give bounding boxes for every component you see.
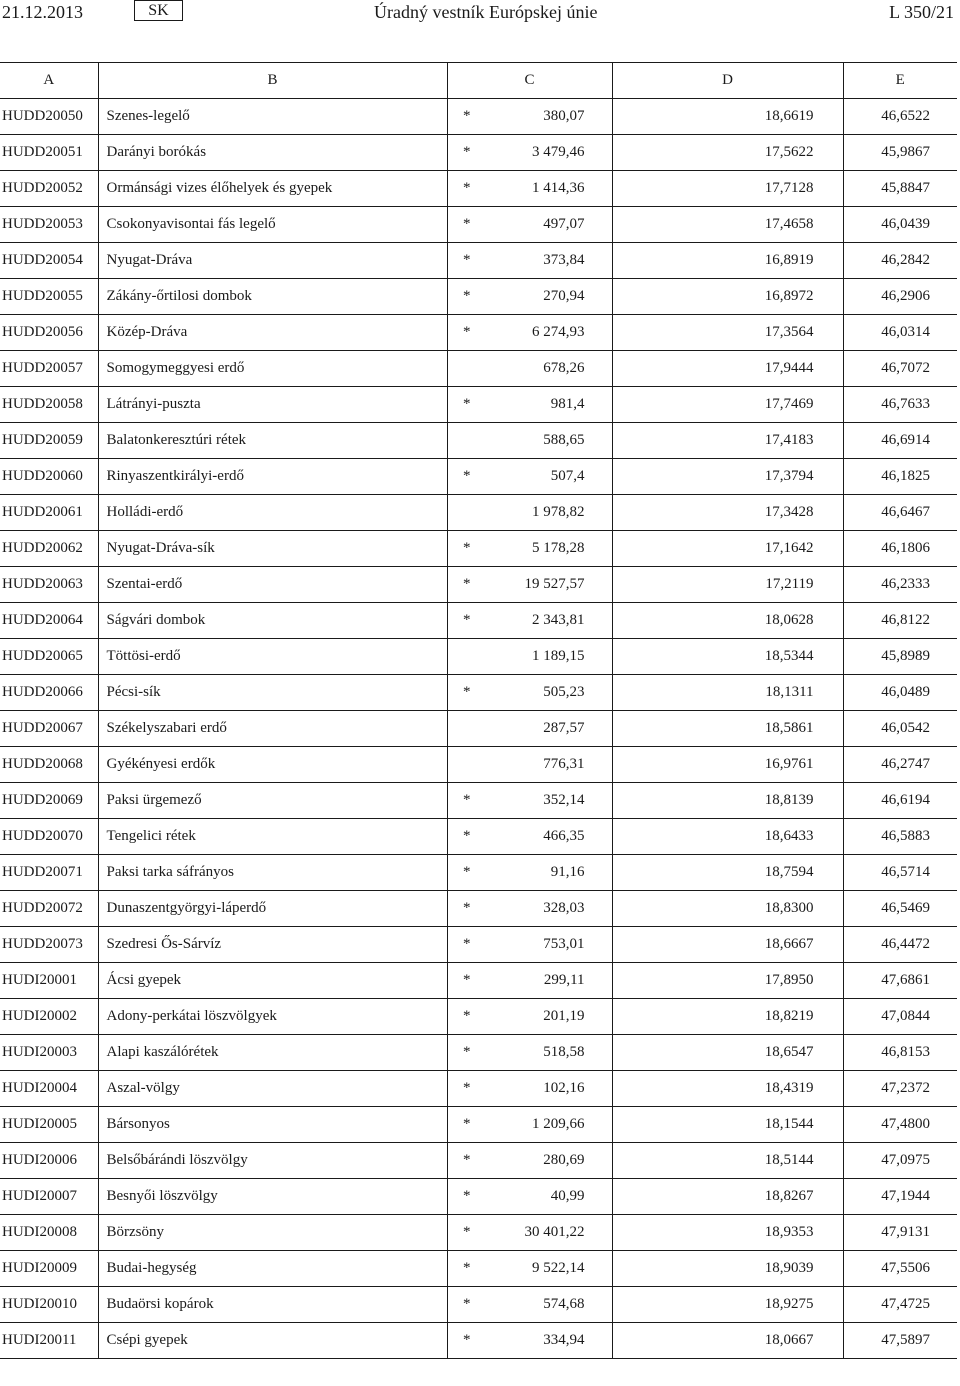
- priority-mark: *: [447, 1179, 486, 1215]
- latitude: 46,2906: [843, 279, 957, 315]
- priority-mark: *: [447, 1143, 486, 1179]
- table-row: [0, 531, 957, 567]
- latitude: 46,6194: [843, 783, 957, 819]
- priority-mark: *: [447, 315, 486, 351]
- site-code: HUDD20069: [0, 783, 98, 819]
- priority-mark: [447, 747, 486, 783]
- site-code: HUDD20053: [0, 207, 98, 243]
- site-code: HUDI20008: [0, 1215, 98, 1251]
- site-area: 287,57: [486, 711, 612, 747]
- site-name: Közép-Dráva: [98, 315, 447, 351]
- site-code: HUDD20070: [0, 819, 98, 855]
- table-row: [0, 819, 957, 855]
- site-area: 91,16: [486, 855, 612, 891]
- site-code: HUDD20052: [0, 171, 98, 207]
- priority-mark: *: [447, 999, 486, 1035]
- longitude: 18,8139: [612, 783, 843, 819]
- longitude: 18,5344: [612, 639, 843, 675]
- table-row: [0, 567, 957, 603]
- site-code: HUDI20009: [0, 1251, 98, 1287]
- site-name: Adony-perkátai löszvölgyek: [98, 999, 447, 1035]
- site-area: 40,99: [486, 1179, 612, 1215]
- table-row: [0, 1287, 957, 1323]
- longitude: 17,9444: [612, 351, 843, 387]
- latitude: 46,0314: [843, 315, 957, 351]
- longitude: 18,6547: [612, 1035, 843, 1071]
- site-code: HUDD20055: [0, 279, 98, 315]
- site-code: HUDD20059: [0, 423, 98, 459]
- longitude: 18,6433: [612, 819, 843, 855]
- table-row: [0, 1251, 957, 1287]
- table-header-row: [0, 63, 957, 99]
- site-code: HUDD20064: [0, 603, 98, 639]
- priority-mark: *: [447, 99, 486, 135]
- priority-mark: *: [447, 135, 486, 171]
- site-area: 373,84: [486, 243, 612, 279]
- site-name: Csokonyavisontai fás legelő: [98, 207, 447, 243]
- table-row: [0, 711, 957, 747]
- site-area: 6 274,93: [486, 315, 612, 351]
- site-code: HUDD20062: [0, 531, 98, 567]
- priority-mark: *: [447, 603, 486, 639]
- table-row: [0, 1215, 957, 1251]
- table-row: [0, 1107, 957, 1143]
- table-row: [0, 495, 957, 531]
- priority-mark: *: [447, 1287, 486, 1323]
- latitude: 47,6861: [843, 963, 957, 999]
- latitude: 46,7633: [843, 387, 957, 423]
- column-header-a: A: [0, 63, 98, 99]
- table-row: [0, 207, 957, 243]
- priority-mark: *: [447, 855, 486, 891]
- site-name: Budai-hegység: [98, 1251, 447, 1287]
- priority-mark: *: [447, 963, 486, 999]
- longitude: 17,4658: [612, 207, 843, 243]
- latitude: 46,1806: [843, 531, 957, 567]
- site-code: HUDD20066: [0, 675, 98, 711]
- site-name: Holládi-erdő: [98, 495, 447, 531]
- longitude: 18,9039: [612, 1251, 843, 1287]
- site-code: HUDD20061: [0, 495, 98, 531]
- latitude: 45,8847: [843, 171, 957, 207]
- table-row: [0, 963, 957, 999]
- longitude: 18,4319: [612, 1071, 843, 1107]
- table-row: [0, 675, 957, 711]
- longitude: 16,8919: [612, 243, 843, 279]
- site-code: HUDD20051: [0, 135, 98, 171]
- site-code: HUDD20068: [0, 747, 98, 783]
- priority-mark: *: [447, 207, 486, 243]
- longitude: 18,6619: [612, 99, 843, 135]
- latitude: 45,8989: [843, 639, 957, 675]
- site-code: HUDD20073: [0, 927, 98, 963]
- site-area: 334,94: [486, 1323, 612, 1359]
- latitude: 46,5469: [843, 891, 957, 927]
- column-header-d: D: [612, 63, 843, 99]
- site-area: 328,03: [486, 891, 612, 927]
- latitude: 47,5897: [843, 1323, 957, 1359]
- site-area: 507,4: [486, 459, 612, 495]
- priority-mark: [447, 639, 486, 675]
- latitude: 46,7072: [843, 351, 957, 387]
- site-area: 776,31: [486, 747, 612, 783]
- latitude: 46,6522: [843, 99, 957, 135]
- longitude: 17,7128: [612, 171, 843, 207]
- priority-mark: *: [447, 279, 486, 315]
- site-area: 3 479,46: [486, 135, 612, 171]
- table-row: [0, 351, 957, 387]
- site-area: 1 414,36: [486, 171, 612, 207]
- table-row: [0, 135, 957, 171]
- site-area: 1 209,66: [486, 1107, 612, 1143]
- latitude: 46,2333: [843, 567, 957, 603]
- site-area: 280,69: [486, 1143, 612, 1179]
- site-area: 588,65: [486, 423, 612, 459]
- site-area: 380,07: [486, 99, 612, 135]
- site-code: HUDD20056: [0, 315, 98, 351]
- latitude: 46,6467: [843, 495, 957, 531]
- site-area: 466,35: [486, 819, 612, 855]
- table-row: [0, 927, 957, 963]
- site-code: HUDD20054: [0, 243, 98, 279]
- table-row: [0, 1323, 957, 1359]
- longitude: 17,1642: [612, 531, 843, 567]
- longitude: 18,0667: [612, 1323, 843, 1359]
- site-area: 352,14: [486, 783, 612, 819]
- site-area: 497,07: [486, 207, 612, 243]
- site-area: 753,01: [486, 927, 612, 963]
- table-row: [0, 1143, 957, 1179]
- table-row: [0, 891, 957, 927]
- latitude: 47,1944: [843, 1179, 957, 1215]
- table-row: [0, 171, 957, 207]
- longitude: 17,8950: [612, 963, 843, 999]
- longitude: 18,7594: [612, 855, 843, 891]
- longitude: 18,5144: [612, 1143, 843, 1179]
- site-area: 9 522,14: [486, 1251, 612, 1287]
- site-area: 505,23: [486, 675, 612, 711]
- site-area: 1 189,15: [486, 639, 612, 675]
- longitude: 16,9761: [612, 747, 843, 783]
- longitude: 17,5622: [612, 135, 843, 171]
- table-row: [0, 783, 957, 819]
- site-code: HUDD20050: [0, 99, 98, 135]
- longitude: 17,4183: [612, 423, 843, 459]
- latitude: 47,5506: [843, 1251, 957, 1287]
- site-area: 270,94: [486, 279, 612, 315]
- site-name: Alapi kaszálórétek: [98, 1035, 447, 1071]
- site-name: Szenes-legelő: [98, 99, 447, 135]
- priority-mark: *: [447, 675, 486, 711]
- site-area: 102,16: [486, 1071, 612, 1107]
- language-badge: SK: [134, 0, 183, 21]
- priority-mark: *: [447, 243, 486, 279]
- site-area: 2 343,81: [486, 603, 612, 639]
- site-name: Somogymeggyesi erdő: [98, 351, 447, 387]
- priority-mark: *: [447, 531, 486, 567]
- site-code: HUDI20004: [0, 1071, 98, 1107]
- latitude: 47,0975: [843, 1143, 957, 1179]
- site-code: HUDI20011: [0, 1323, 98, 1359]
- priority-mark: *: [447, 567, 486, 603]
- latitude: 46,1825: [843, 459, 957, 495]
- priority-mark: *: [447, 1251, 486, 1287]
- longitude: 18,1544: [612, 1107, 843, 1143]
- latitude: 46,4472: [843, 927, 957, 963]
- table-row: [0, 999, 957, 1035]
- priority-mark: *: [447, 819, 486, 855]
- priority-mark: *: [447, 927, 486, 963]
- latitude: 47,2372: [843, 1071, 957, 1107]
- longitude: 18,9275: [612, 1287, 843, 1323]
- latitude: 46,5883: [843, 819, 957, 855]
- longitude: 18,8219: [612, 999, 843, 1035]
- column-header-e: E: [843, 63, 957, 99]
- longitude: 17,3564: [612, 315, 843, 351]
- site-name: Ságvári dombok: [98, 603, 447, 639]
- site-name: Bársonyos: [98, 1107, 447, 1143]
- latitude: 47,0844: [843, 999, 957, 1035]
- latitude: 46,8122: [843, 603, 957, 639]
- table-row: [0, 1035, 957, 1071]
- site-name: Budaörsi kopárok: [98, 1287, 447, 1323]
- latitude: 46,5714: [843, 855, 957, 891]
- site-name: Tengelici rétek: [98, 819, 447, 855]
- site-code: HUDI20003: [0, 1035, 98, 1071]
- priority-mark: [447, 495, 486, 531]
- site-area: 574,68: [486, 1287, 612, 1323]
- site-name: Szedresi Ős-Sárvíz: [98, 927, 447, 963]
- latitude: 47,4800: [843, 1107, 957, 1143]
- longitude: 17,2119: [612, 567, 843, 603]
- longitude: 16,8972: [612, 279, 843, 315]
- site-code: HUDD20060: [0, 459, 98, 495]
- priority-mark: *: [447, 1215, 486, 1251]
- site-code: HUDI20005: [0, 1107, 98, 1143]
- latitude: 46,2747: [843, 747, 957, 783]
- table-row: [0, 747, 957, 783]
- site-code: HUDI20007: [0, 1179, 98, 1215]
- priority-mark: *: [447, 171, 486, 207]
- site-code: HUDD20071: [0, 855, 98, 891]
- longitude: 18,0628: [612, 603, 843, 639]
- site-name: Paksi tarka sáfrányos: [98, 855, 447, 891]
- site-code: HUDI20002: [0, 999, 98, 1035]
- page-header: [0, 0, 960, 28]
- column-header-b: B: [98, 63, 447, 99]
- latitude: 46,2842: [843, 243, 957, 279]
- site-name: Ormánsági vizes élőhelyek és gyepek: [98, 171, 447, 207]
- longitude: 17,3794: [612, 459, 843, 495]
- site-name: Darányi borókás: [98, 135, 447, 171]
- site-name: Pécsi-sík: [98, 675, 447, 711]
- column-header-c: C: [447, 63, 612, 99]
- site-name: Nyugat-Dráva: [98, 243, 447, 279]
- priority-mark: *: [447, 387, 486, 423]
- site-code: HUDD20065: [0, 639, 98, 675]
- priority-mark: *: [447, 1107, 486, 1143]
- site-code: HUDI20010: [0, 1287, 98, 1323]
- priority-mark: [447, 711, 486, 747]
- site-name: Gyékényesi erdők: [98, 747, 447, 783]
- table-row: [0, 459, 957, 495]
- table-row: [0, 423, 957, 459]
- longitude: 17,7469: [612, 387, 843, 423]
- site-code: HUDD20058: [0, 387, 98, 423]
- site-name: Ácsi gyepek: [98, 963, 447, 999]
- site-code: HUDD20057: [0, 351, 98, 387]
- site-code: HUDI20006: [0, 1143, 98, 1179]
- priority-mark: *: [447, 1323, 486, 1359]
- site-name: Nyugat-Dráva-sík: [98, 531, 447, 567]
- latitude: 46,6914: [843, 423, 957, 459]
- site-area: 981,4: [486, 387, 612, 423]
- priority-mark: [447, 351, 486, 387]
- longitude: 18,1311: [612, 675, 843, 711]
- site-code: HUDD20063: [0, 567, 98, 603]
- sites-table: [0, 62, 957, 1359]
- table-row: [0, 315, 957, 351]
- priority-mark: [447, 423, 486, 459]
- site-name: Szentai-erdő: [98, 567, 447, 603]
- site-name: Töttösi-erdő: [98, 639, 447, 675]
- table-row: [0, 639, 957, 675]
- site-name: Aszal-völgy: [98, 1071, 447, 1107]
- site-area: 678,26: [486, 351, 612, 387]
- priority-mark: *: [447, 1071, 486, 1107]
- priority-mark: *: [447, 1035, 486, 1071]
- longitude: 18,8300: [612, 891, 843, 927]
- latitude: 46,8153: [843, 1035, 957, 1071]
- latitude: 46,0439: [843, 207, 957, 243]
- site-area: 1 978,82: [486, 495, 612, 531]
- site-name: Rinyaszentkirályi-erdő: [98, 459, 447, 495]
- table-row: [0, 603, 957, 639]
- latitude: 47,9131: [843, 1215, 957, 1251]
- site-name: Belsőbárándi löszvölgy: [98, 1143, 447, 1179]
- table-row: [0, 99, 957, 135]
- site-code: HUDD20067: [0, 711, 98, 747]
- longitude: 18,5861: [612, 711, 843, 747]
- site-code: HUDI20001: [0, 963, 98, 999]
- site-area: 30 401,22: [486, 1215, 612, 1251]
- latitude: 46,0542: [843, 711, 957, 747]
- publication-date: 21.12.2013: [2, 2, 83, 22]
- priority-mark: *: [447, 783, 486, 819]
- priority-mark: *: [447, 891, 486, 927]
- table-row: [0, 243, 957, 279]
- site-name: Látrányi-puszta: [98, 387, 447, 423]
- table-body: [0, 99, 957, 1359]
- priority-mark: *: [447, 459, 486, 495]
- site-name: Dunaszentgyörgyi-láperdő: [98, 891, 447, 927]
- page-reference: L 350/21: [889, 2, 954, 22]
- longitude: 17,3428: [612, 495, 843, 531]
- site-name: Székelyszabari erdő: [98, 711, 447, 747]
- site-name: Balatonkeresztúri rétek: [98, 423, 447, 459]
- site-name: Csépi gyepek: [98, 1323, 447, 1359]
- site-name: Börzsöny: [98, 1215, 447, 1251]
- table-row: [0, 855, 957, 891]
- table-row: [0, 1071, 957, 1107]
- longitude: 18,9353: [612, 1215, 843, 1251]
- longitude: 18,6667: [612, 927, 843, 963]
- site-area: 518,58: [486, 1035, 612, 1071]
- latitude: 45,9867: [843, 135, 957, 171]
- site-name: Besnyői löszvölgy: [98, 1179, 447, 1215]
- table-row: [0, 279, 957, 315]
- site-area: 201,19: [486, 999, 612, 1035]
- site-name: Paksi ürgemező: [98, 783, 447, 819]
- table-row: [0, 1179, 957, 1215]
- site-area: 19 527,57: [486, 567, 612, 603]
- site-code: HUDD20072: [0, 891, 98, 927]
- table-row: [0, 387, 957, 423]
- site-area: 5 178,28: [486, 531, 612, 567]
- site-area: 299,11: [486, 963, 612, 999]
- journal-title: Úradný vestník Európskej únie: [374, 2, 598, 22]
- latitude: 46,0489: [843, 675, 957, 711]
- site-name: Zákány-őrtilosi dombok: [98, 279, 447, 315]
- longitude: 18,8267: [612, 1179, 843, 1215]
- latitude: 47,4725: [843, 1287, 957, 1323]
